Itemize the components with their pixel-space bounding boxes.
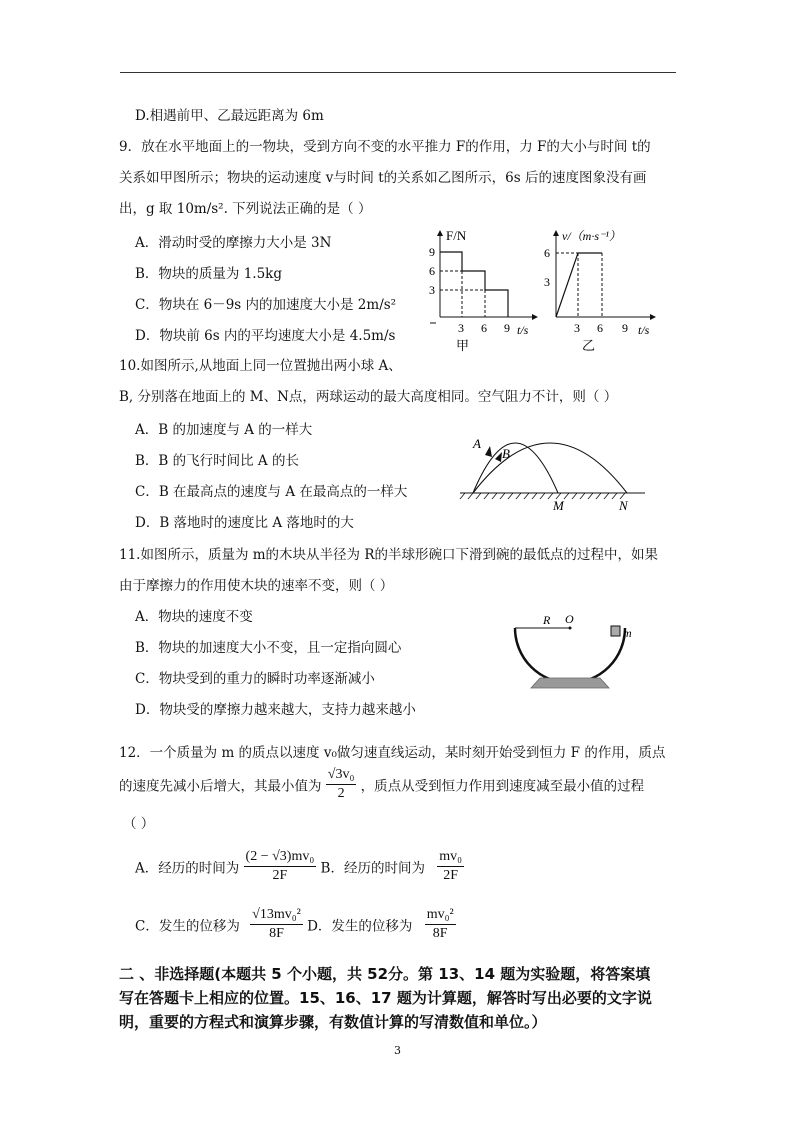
ground-hatching (460, 493, 625, 499)
denominator: 8F (269, 926, 284, 941)
q12-option-a-label: A．经历的时间为 (135, 860, 240, 877)
denominator: 2F (272, 868, 288, 883)
q10-option-b: B．B 的飞行时间比 A 的长 (135, 453, 299, 469)
block (611, 626, 620, 636)
denominator: 2 (337, 786, 345, 801)
section2-line2: 写在答题卡上相应的位置。15、16、17 题为计算题，解答时写出必要的文字说 (119, 989, 652, 1007)
xtick-3: 3 (574, 321, 580, 335)
bowl (515, 628, 625, 683)
label-m: M (553, 498, 564, 513)
axis-y-arrow (553, 230, 559, 236)
q9-stem-line1: 9．放在水平地面上的一物块，受到方向不变的水平推力 F的作用，力 F的大小与时间 t的 (119, 139, 651, 155)
q9-option-d: D．物块前 6s 内的平均速度大小是 4.5m/s (135, 328, 396, 344)
q11-stem-line1: 11.如图所示，质量为 m的木块从半径为 R的半球形碗口下滑到碗的最低点的过程中，如果 (119, 547, 659, 563)
q9-velocity-time-graph (540, 222, 665, 352)
q12-options-cd (135, 906, 456, 943)
q9-option-b: B．物块的质量为 1.5kg (135, 266, 283, 282)
q10-stem-line2: B, 分别落在地面上的 M、N点，两球运动的最大高度相同。空气阻力不计，则（ ） (119, 389, 618, 405)
ytick-3: 3 (429, 283, 435, 297)
trajectory-a (473, 443, 558, 493)
page-number: 3 (394, 1044, 401, 1057)
q9-option-c: C．物块在 6－9s 内的加速度大小是 2m/s² (135, 297, 397, 313)
q12-stem-line2a: 的速度先减小后增大，其最小值为 (119, 778, 322, 795)
numerator: mv₀ (437, 848, 464, 867)
axis-x-arrow (650, 314, 656, 320)
q12-option-d-label: D．发生的位移为 (307, 918, 413, 935)
q11-option-c: C．物块受到的重力的瞬时功率逐渐减小 (135, 671, 375, 687)
caption: 乙 (582, 338, 596, 352)
label-m: m (623, 626, 632, 640)
label-r: R (543, 613, 551, 627)
q12-stem-line2b: ，质点从受到恒力作用到速度减至最小值的过程 (360, 778, 645, 795)
xtick-6: 6 (597, 321, 603, 335)
denominator: 8F (432, 926, 448, 941)
label-a: A (473, 436, 481, 451)
ytick-6: 6 (429, 264, 435, 278)
q12-min-speed-fraction (326, 766, 357, 803)
q12-option-c-label: C．发生的位移为 (135, 918, 240, 935)
header-rule (120, 72, 676, 73)
ytick-6: 6 (544, 246, 550, 260)
q8-option-d: D.相遇前甲、乙最远距离为 6m (135, 108, 324, 124)
xtick-3: 3 (458, 321, 464, 335)
q10-option-d: D．B 落地时的速度比 A 落地时的大 (135, 515, 354, 531)
q11-option-a: A．物块的速度不变 (135, 609, 253, 625)
xtick-6: 6 (481, 321, 487, 335)
q9-force-time-graph (420, 222, 540, 352)
xlabel: t/s (638, 323, 650, 337)
q12-option-b-fraction (437, 848, 464, 885)
ylabel: F/N (446, 228, 467, 243)
xtick-9: 9 (622, 321, 628, 335)
q9-stem-line2: 关系如甲图所示；物块的运动速度 v与时间 t的关系如乙图所示，6s 后的速度图象没有画 (119, 170, 647, 186)
ytick-9: 9 (429, 245, 435, 259)
q11-option-b: B．物块的加速度大小不变，且一定指向圆心 (135, 640, 402, 656)
numerator: (2 − √3)mv₀ (244, 848, 317, 867)
numerator: √3v₀ (326, 766, 357, 785)
section2-line3: 明，重要的方程式和演算步骤，有数值计算的写清数值和单位。） (119, 1013, 547, 1031)
q10-option-a: A．B 的加速度与 A 的一样大 (135, 422, 313, 438)
q11-stem-line2: 由于摩擦力的作用使木块的速率不变，则（ ） (119, 578, 394, 594)
numerator: mv₀² (425, 906, 456, 925)
q12-option-c-fraction (250, 906, 303, 943)
q12-option-d-fraction (425, 906, 456, 943)
q12-stem-line1: 12．一个质量为 m 的质点以速度 v₀做匀速直线运动，某时刻开始受到恒力 F 的作用，质点 (119, 745, 666, 761)
q12-options-ab (135, 848, 464, 885)
axis-x-arrow (532, 314, 538, 320)
q11-option-d: D．物块受的摩擦力越来越大，支持力越来越小 (135, 702, 416, 718)
arrow-a (485, 446, 492, 457)
section2-line1: 二 、非选择题(本题共 5 个小题，共 52分。第 13、14 题为实验题，将答案填 (119, 965, 651, 983)
center-point (569, 627, 572, 630)
label-b: B (502, 446, 510, 461)
force-step-line (440, 252, 508, 317)
xlabel: t/s (517, 323, 529, 337)
q10-option-c: C．B 在最高点的速度与 A 在最高点的一样大 (135, 484, 408, 500)
q9-option-a: A．滑动时受的摩擦力大小是 3N (135, 235, 332, 251)
q10-stem-line1: 10.如图所示,从地面上同一位置抛出两小球 A、 (119, 358, 402, 374)
velocity-line (556, 253, 602, 317)
q12-option-b-label: B．经历的时间为 (320, 860, 425, 877)
axis-y-arrow (437, 230, 443, 236)
bowl-stand (531, 678, 609, 688)
q10-projectile-figure (455, 415, 655, 515)
numerator: √13mv₀² (250, 906, 303, 925)
q11-bowl-figure (505, 608, 645, 696)
xtick-9: 9 (504, 321, 510, 335)
ytick-3: 3 (544, 275, 550, 289)
q9-stem-line3: 出，g 取 10m/s². 下列说法正确的是（ ） (119, 201, 372, 217)
q12-option-a-fraction (244, 848, 317, 885)
denominator: 2F (443, 868, 459, 883)
label-n: N (619, 498, 628, 513)
caption: 甲 (456, 338, 470, 352)
q12-stem-line3: （ ） (123, 816, 155, 832)
trajectory-b (473, 443, 627, 493)
q12-stem-line2 (119, 766, 644, 803)
label-o: O (565, 612, 574, 626)
ylabel: v/（m·s⁻¹） (562, 229, 621, 243)
